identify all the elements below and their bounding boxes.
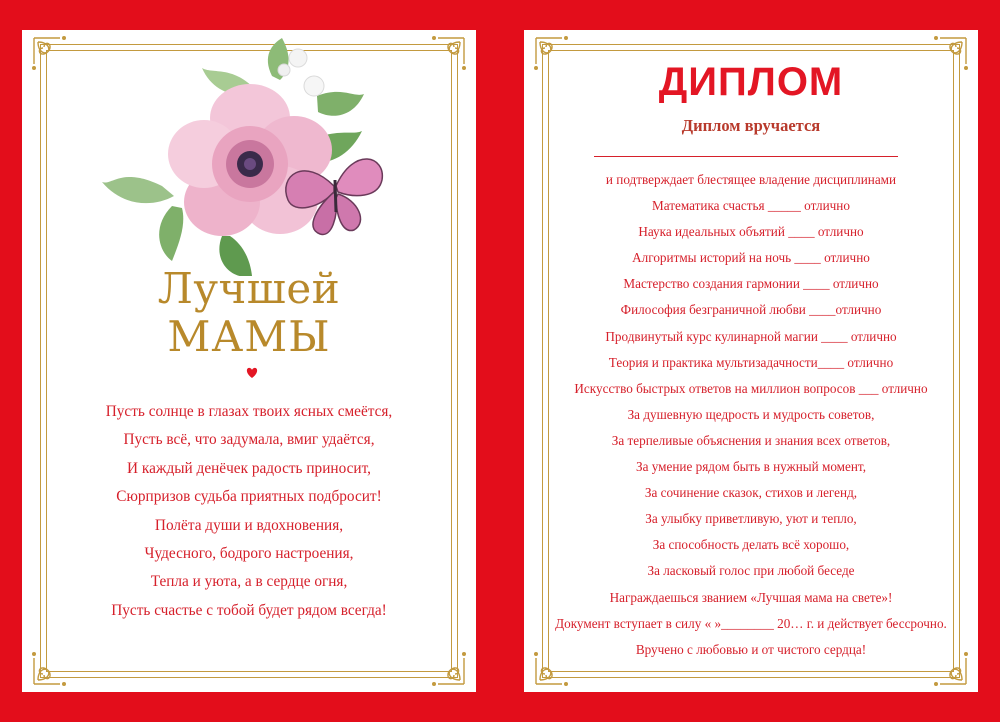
- diploma-line: За ласковый голос при любой беседе: [647, 563, 855, 579]
- diploma-line: и подтверждает блестящее владение дисциплинами: [605, 172, 897, 187]
- diploma-line: Вручено с любовью и от чистого сердца!: [635, 641, 867, 657]
- right-card: [524, 30, 978, 692]
- poem-line: Тепла и уюта, а в сердце огня,: [150, 573, 348, 591]
- left-card: [22, 30, 476, 692]
- diploma-line: За способность делать всё хорошо,: [652, 537, 850, 553]
- title-line-2: МАМЫ: [167, 312, 331, 361]
- corner-ornament-icon: [30, 34, 76, 80]
- diploma-line: За умение рядом быть в нужный момент,: [635, 459, 867, 475]
- diploma-title: ДИПЛОМ: [658, 60, 844, 104]
- title-line-1: Лучшей: [157, 264, 341, 313]
- diploma-subtitle: Диплом вручается: [681, 116, 821, 135]
- corner-ornament-icon: [422, 642, 468, 688]
- diploma-line: За улыбку приветливую, уют и тепло,: [645, 511, 857, 527]
- poem-line: Пусть счастье с тобой будет рядом всегда!: [111, 601, 387, 619]
- diploma-line: За сочинение сказок, стихов и легенд,: [644, 485, 858, 501]
- flower-butterfly-illustration: [102, 36, 392, 276]
- poem-line: Чудесного, бодрого настроения,: [144, 544, 354, 562]
- diploma-line: Теория и практика мультизадачности____ отлично: [608, 354, 894, 370]
- diploma-line: За душевную щедрость и мудрость советов,: [627, 406, 875, 422]
- poem-line: Пусть всё, что задумала, вмиг удаётся,: [123, 431, 375, 449]
- diploma-line: Мастерство создания гармонии ____ отлично: [623, 276, 879, 292]
- corner-ornament-icon: [422, 34, 468, 80]
- diploma-line: За терпеливые объяснения и знания всех ответов,: [611, 432, 891, 448]
- diploma-line: Документ вступает в силу « »________ 20… г. и действует бессрочно.: [555, 615, 947, 631]
- poem-line: Сюрпризов судьба приятных подбросит!: [116, 488, 382, 506]
- recipient-name-line: [594, 156, 898, 157]
- diploma-line: Алгоритмы историй на ночь ____ отлично: [632, 250, 870, 266]
- diploma-body: [524, 167, 978, 663]
- diploma-line: Награждаешься званием «Лучшая мама на свете»!: [609, 589, 893, 605]
- diploma-line: Философия безграничной любви ____отлично: [620, 302, 882, 318]
- diploma-line: Искусство быстрых ответов на миллион вопросов ___ отлично: [574, 380, 928, 396]
- diploma-line: Наука идеальных объятий ____ отлично: [638, 224, 864, 240]
- poem-line: Полёта души и вдохновения,: [154, 516, 344, 534]
- diploma-line: Математика счастья _____ отлично: [652, 198, 850, 214]
- poem-line: И каждый денёчек радость приносит,: [127, 459, 371, 477]
- poem: [22, 398, 476, 625]
- heart-icon: [246, 366, 258, 378]
- corner-ornament-icon: [30, 642, 76, 688]
- poem-line: Пусть солнце в глазах твоих ясных смеётся,: [105, 403, 393, 420]
- diploma-line: Продвинутый курс кулинарной магии ____ отлично: [605, 328, 897, 344]
